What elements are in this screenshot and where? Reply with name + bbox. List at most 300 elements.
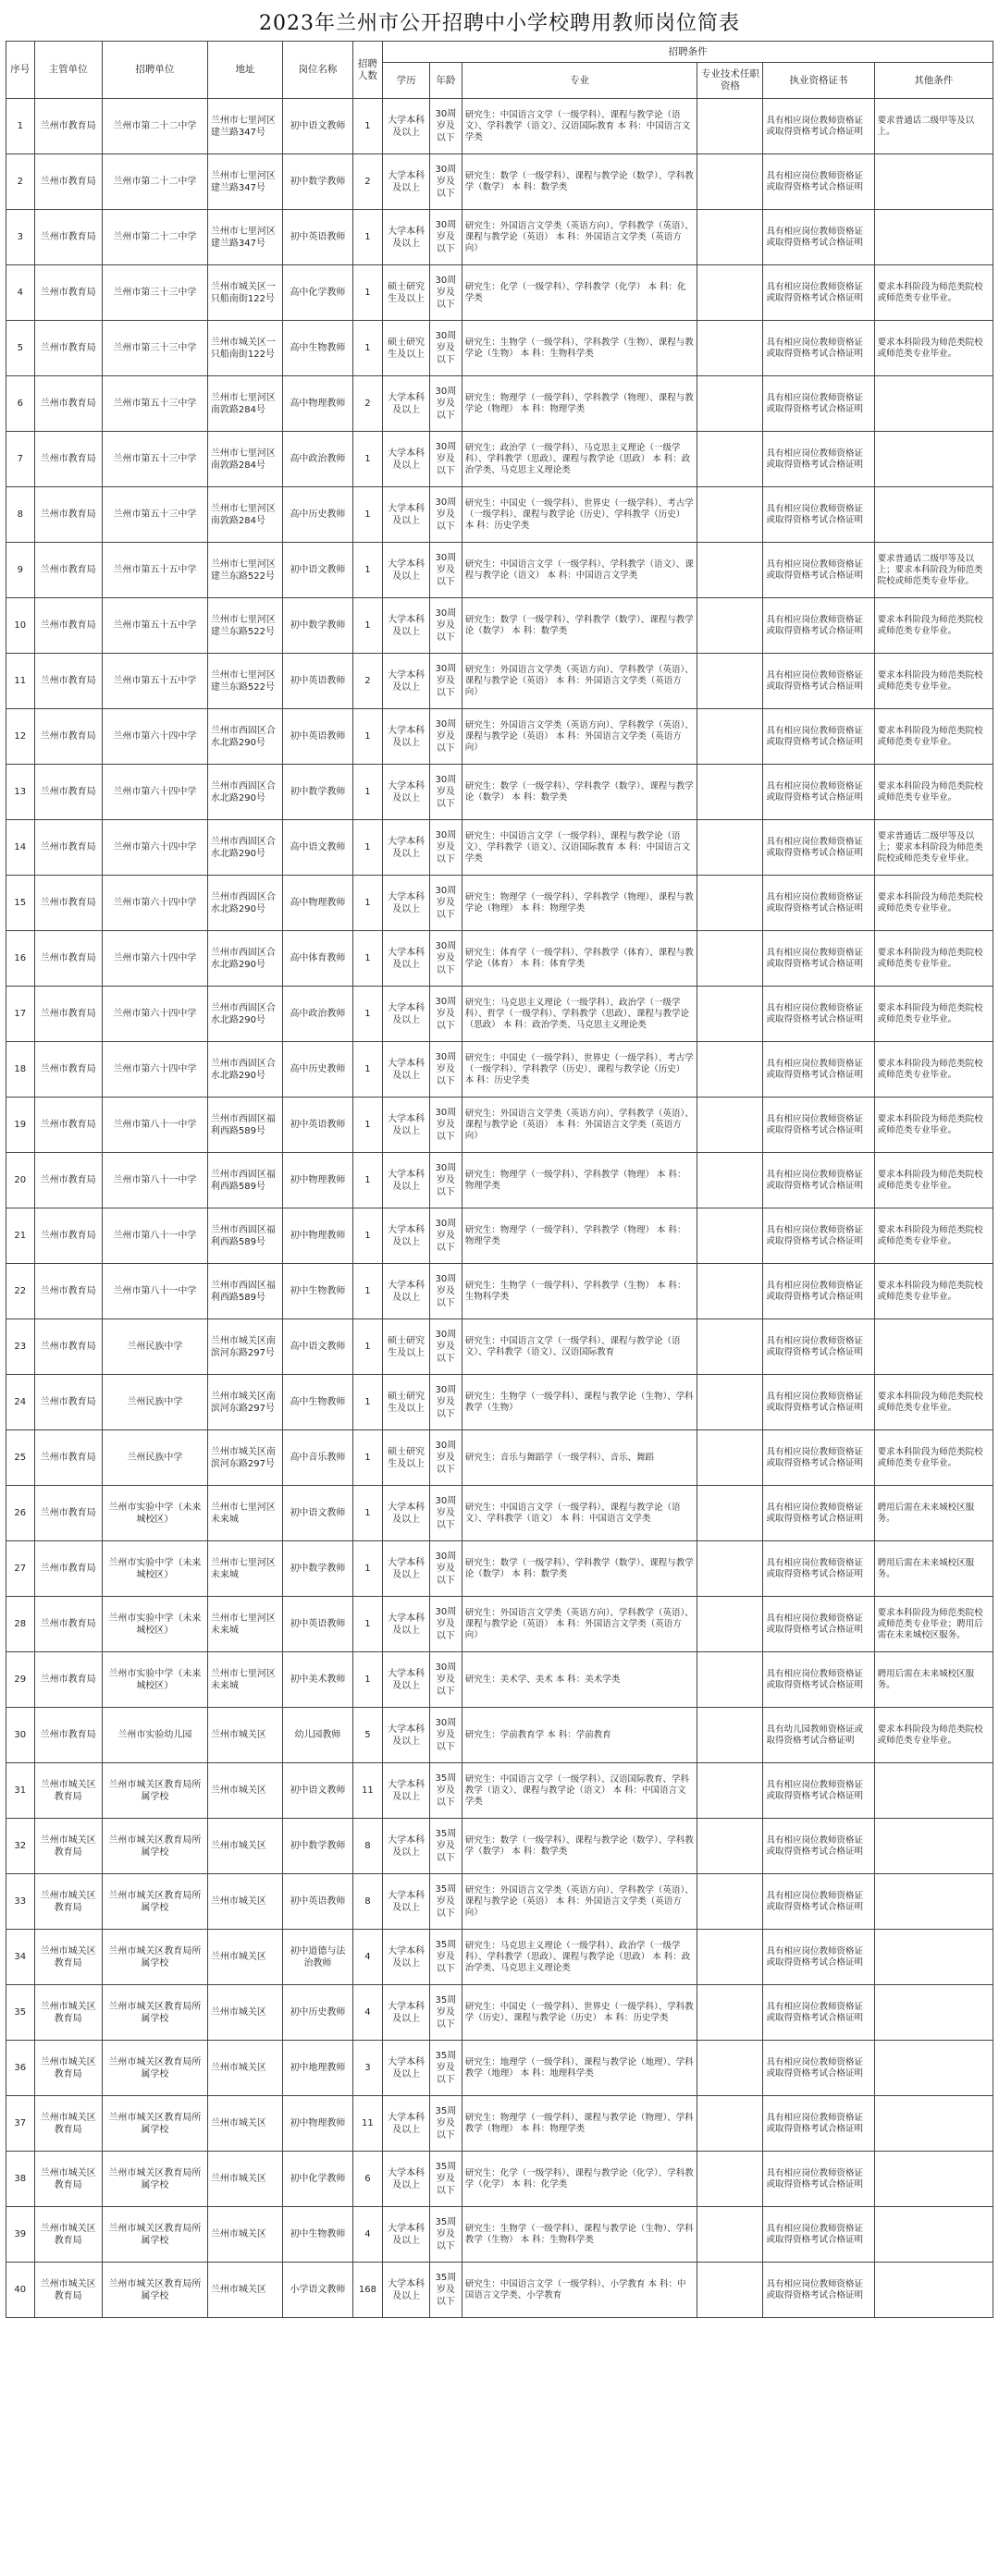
cell-other: [874, 1763, 993, 1819]
cell-addr: 兰州市七里河区南敦路284号: [207, 432, 282, 487]
cell-age: 30周岁及以下: [430, 820, 462, 876]
cell-count: 6: [352, 2152, 383, 2207]
cell-age: 30周岁及以下: [430, 210, 462, 265]
cell-dept: 兰州市教育局: [34, 1264, 102, 1319]
cell-dept: 兰州市城关区教育局: [34, 1874, 102, 1930]
cell-tech: [697, 2207, 763, 2263]
cell-cert: 具有相应岗位教师资格证或取得资格考试合格证明: [763, 99, 874, 154]
table-row: [6, 1098, 993, 1153]
cell-major: 研究生：外国语言文学类（英语方向）、学科教学（英语）、课程与教学论（英语） 本 科：外国语言文学类（英语方向）: [462, 1098, 697, 1153]
cell-post: 初中语文教师: [283, 543, 352, 598]
cell-edu: 大学本科及以上: [383, 543, 430, 598]
cell-other: [874, 2152, 993, 2207]
cell-seq: 12: [6, 709, 35, 765]
cell-seq: 17: [6, 987, 35, 1042]
cell-tech: [697, 1098, 763, 1153]
header-cert: 执业资格证书: [763, 63, 874, 99]
cell-age: 30周岁及以下: [430, 709, 462, 765]
cell-count: 3: [352, 2041, 383, 2096]
cell-seq: 33: [6, 1874, 35, 1930]
header-conditions: 招聘条件: [383, 42, 993, 63]
cell-dept: 兰州市教育局: [34, 1042, 102, 1098]
cell-major: 研究生：中国语言文学（一级学科）、课程与教学论（语文）、学科教学（语文）、汉语国际教育 本 科：中国语言文学类: [462, 820, 697, 876]
cell-unit: 兰州市城关区教育局所属学校: [102, 1874, 207, 1930]
cell-tech: [697, 765, 763, 820]
cell-other: [874, 487, 993, 543]
cell-dept: 兰州市教育局: [34, 820, 102, 876]
cell-age: 30周岁及以下: [430, 1486, 462, 1541]
cell-seq: 24: [6, 1375, 35, 1430]
header-dept: 主管单位: [34, 42, 102, 99]
cell-unit: 兰州市实验中学（未来城校区）: [102, 1486, 207, 1541]
cell-major: 研究生：数学（一级学科）、学科教学（数学）、课程与教学论（数学） 本 科：数学类: [462, 598, 697, 654]
cell-other: [874, 376, 993, 432]
cell-other: [874, 210, 993, 265]
cell-tech: [697, 2152, 763, 2207]
table-row: [6, 154, 993, 210]
header-count: 招聘人数: [352, 42, 383, 99]
cell-cert: 具有相应岗位教师资格证或取得资格考试合格证明: [763, 1264, 874, 1319]
table-row: [6, 265, 993, 321]
table-row: [6, 987, 993, 1042]
table-row: [6, 376, 993, 432]
cell-cert: 具有相应岗位教师资格证或取得资格考试合格证明: [763, 2041, 874, 2096]
cell-edu: 大学本科及以上: [383, 1486, 430, 1541]
cell-seq: 37: [6, 2096, 35, 2152]
cell-unit: 兰州市城关区教育局所属学校: [102, 2152, 207, 2207]
cell-major: 研究生：地理学（一级学科）、课程与教学论（地理）、学科教学（地理） 本 科：地理科学类: [462, 2041, 697, 2096]
cell-count: 1: [352, 487, 383, 543]
cell-edu: 大学本科及以上: [383, 1153, 430, 1208]
cell-major: 研究生：中国史（一级学科）、世界史（一级学科）、学科教学（历史）、课程与教学论（历史） 本 科：历史学类: [462, 1985, 697, 2041]
cell-age: 30周岁及以下: [430, 765, 462, 820]
cell-count: 1: [352, 709, 383, 765]
cell-tech: [697, 432, 763, 487]
cell-age: 30周岁及以下: [430, 487, 462, 543]
cell-major: 研究生：物理学（一级学科）、学科教学（物理） 本 科：物理学类: [462, 1153, 697, 1208]
cell-post: 初中英语教师: [283, 1098, 352, 1153]
cell-count: 2: [352, 376, 383, 432]
cell-addr: 兰州市城关区: [207, 1930, 282, 1985]
cell-post: 初中历史教师: [283, 1985, 352, 2041]
cell-edu: 大学本科及以上: [383, 376, 430, 432]
cell-age: 35周岁及以下: [430, 1763, 462, 1819]
cell-unit: 兰州市第八十一中学: [102, 1153, 207, 1208]
cell-cert: 具有相应岗位教师资格证或取得资格考试合格证明: [763, 321, 874, 376]
cell-age: 35周岁及以下: [430, 1930, 462, 1985]
table-row: [6, 432, 993, 487]
cell-tech: [697, 820, 763, 876]
cell-unit: 兰州市城关区教育局所属学校: [102, 2263, 207, 2318]
cell-addr: 兰州市城关区南滨河东路297号: [207, 1430, 282, 1486]
cell-tech: [697, 1652, 763, 1708]
cell-addr: 兰州市七里河区建兰路347号: [207, 99, 282, 154]
cell-dept: 兰州市教育局: [34, 1208, 102, 1264]
cell-count: 1: [352, 876, 383, 931]
cell-other: 要求本科阶段为师范类院校或师范类专业毕业。: [874, 709, 993, 765]
cell-addr: 兰州市城关区: [207, 1819, 282, 1874]
cell-tech: [697, 1708, 763, 1763]
cell-edu: 大学本科及以上: [383, 1930, 430, 1985]
cell-tech: [697, 931, 763, 987]
cell-age: 30周岁及以下: [430, 543, 462, 598]
cell-edu: 大学本科及以上: [383, 1098, 430, 1153]
cell-seq: 16: [6, 931, 35, 987]
cell-cert: 具有幼儿园教师资格证或取得资格考试合格证明: [763, 1708, 874, 1763]
header-other: 其他条件: [874, 63, 993, 99]
cell-dept: 兰州市教育局: [34, 598, 102, 654]
table-row: [6, 1597, 993, 1652]
cell-seq: 29: [6, 1652, 35, 1708]
cell-count: 4: [352, 2207, 383, 2263]
cell-other: 要求本科阶段为师范类院校或师范类专业毕业。: [874, 1042, 993, 1098]
cell-edu: 大学本科及以上: [383, 1264, 430, 1319]
cell-edu: 硕士研究生及以上: [383, 1319, 430, 1375]
cell-major: 研究生：中国史（一级学科）、世界史（一级学科）、考古学（一级学科）、课程与教学论（历史）、学科教学（历史） 本 科：历史学类: [462, 487, 697, 543]
cell-post: 初中数学教师: [283, 598, 352, 654]
table-row: [6, 1819, 993, 1874]
cell-seq: 10: [6, 598, 35, 654]
cell-tech: [697, 2096, 763, 2152]
cell-addr: 兰州市西固区福利西路589号: [207, 1264, 282, 1319]
cell-addr: 兰州市城关区: [207, 2207, 282, 2263]
cell-cert: 具有相应岗位教师资格证或取得资格考试合格证明: [763, 432, 874, 487]
cell-cert: 具有相应岗位教师资格证或取得资格考试合格证明: [763, 1153, 874, 1208]
cell-other: [874, 1819, 993, 1874]
cell-tech: [697, 876, 763, 931]
cell-count: 168: [352, 2263, 383, 2318]
cell-tech: [697, 543, 763, 598]
cell-seq: 26: [6, 1486, 35, 1541]
table-row: [6, 1930, 993, 1985]
cell-major: 研究生：政治学（一级学科）、马克思主义理论（一级学科）、学科教学（思政）、课程与教学论（思政） 本 科：政治学类、马克思主义理论类: [462, 432, 697, 487]
cell-other: [874, 2263, 993, 2318]
cell-seq: 34: [6, 1930, 35, 1985]
table-body: [6, 99, 993, 2318]
cell-post: 初中英语教师: [283, 654, 352, 709]
cell-unit: 兰州市城关区教育局所属学校: [102, 2041, 207, 2096]
cell-count: 1: [352, 987, 383, 1042]
cell-dept: 兰州市教育局: [34, 1708, 102, 1763]
cell-dept: 兰州市城关区教育局: [34, 1985, 102, 2041]
cell-post: 初中数学教师: [283, 1819, 352, 1874]
cell-edu: 大学本科及以上: [383, 99, 430, 154]
cell-cert: 具有相应岗位教师资格证或取得资格考试合格证明: [763, 1597, 874, 1652]
cell-seq: 21: [6, 1208, 35, 1264]
table-row: [6, 1652, 993, 1708]
cell-age: 35周岁及以下: [430, 1985, 462, 2041]
cell-count: 1: [352, 1375, 383, 1430]
cell-other: 要求普通话二级甲等及以上；要求本科阶段为师范类院校或师范类专业毕业。: [874, 543, 993, 598]
cell-seq: 4: [6, 265, 35, 321]
cell-edu: 硕士研究生及以上: [383, 1430, 430, 1486]
cell-dept: 兰州市教育局: [34, 1486, 102, 1541]
cell-cert: 具有相应岗位教师资格证或取得资格考试合格证明: [763, 2207, 874, 2263]
cell-major: 研究生：中国史（一级学科）、世界史（一级学科）、考古学（一级学科）、学科教学（历史）、课程与教学论（历史） 本 科：历史学类: [462, 1042, 697, 1098]
cell-major: 研究生：数学（一级学科）、学科教学（数学）、课程与教学论（数学） 本 科：数学类: [462, 765, 697, 820]
cell-post: 初中英语教师: [283, 1874, 352, 1930]
cell-dept: 兰州市教育局: [34, 987, 102, 1042]
cell-cert: 具有相应岗位教师资格证或取得资格考试合格证明: [763, 765, 874, 820]
cell-seq: 11: [6, 654, 35, 709]
table-row: [6, 876, 993, 931]
cell-unit: 兰州市城关区教育局所属学校: [102, 1763, 207, 1819]
table-row: [6, 1430, 993, 1486]
cell-dept: 兰州市教育局: [34, 1153, 102, 1208]
cell-dept: 兰州市城关区教育局: [34, 2096, 102, 2152]
cell-dept: 兰州市城关区教育局: [34, 2263, 102, 2318]
cell-major: 研究生：数学（一级学科）、课程与教学论（数学）、学科教学（数学） 本 科：数学类: [462, 1819, 697, 1874]
table-row: [6, 1264, 993, 1319]
cell-count: 1: [352, 820, 383, 876]
cell-seq: 15: [6, 876, 35, 931]
cell-addr: 兰州市西固区福利西路589号: [207, 1098, 282, 1153]
table-row: [6, 99, 993, 154]
cell-seq: 27: [6, 1541, 35, 1597]
cell-count: 5: [352, 1708, 383, 1763]
cell-dept: 兰州市教育局: [34, 154, 102, 210]
cell-tech: [697, 1597, 763, 1652]
cell-unit: 兰州市城关区教育局所属学校: [102, 2207, 207, 2263]
cell-age: 30周岁及以下: [430, 1375, 462, 1430]
cell-major: 研究生：外国语言文学类（英语方向）、学科教学（英语）、课程与教学论（英语） 本 科：外国语言文学类（英语方向）: [462, 1874, 697, 1930]
cell-major: 研究生：化学（一级学科）、学科教学（化学） 本 科：化学类: [462, 265, 697, 321]
cell-edu: 大学本科及以上: [383, 1597, 430, 1652]
cell-other: 要求本科阶段为师范类院校或师范类专业毕业。: [874, 1430, 993, 1486]
cell-post: 初中道德与法治教师: [283, 1930, 352, 1985]
cell-count: 1: [352, 598, 383, 654]
cell-other: 要求本科阶段为师范类院校或师范类专业毕业。: [874, 1264, 993, 1319]
cell-addr: 兰州市西固区合水北路290号: [207, 987, 282, 1042]
cell-other: 要求本科阶段为师范类院校或师范类专业毕业。: [874, 1375, 993, 1430]
cell-unit: 兰州市第五十五中学: [102, 543, 207, 598]
cell-unit: 兰州市实验中学（未来城校区）: [102, 1541, 207, 1597]
cell-unit: 兰州市第五十三中学: [102, 487, 207, 543]
cell-age: 30周岁及以下: [430, 1652, 462, 1708]
cell-seq: 1: [6, 99, 35, 154]
cell-addr: 兰州市西固区福利西路589号: [207, 1208, 282, 1264]
cell-cert: 具有相应岗位教师资格证或取得资格考试合格证明: [763, 1541, 874, 1597]
cell-dept: 兰州市教育局: [34, 765, 102, 820]
cell-other: [874, 1985, 993, 2041]
cell-other: 要求本科阶段为师范类院校或师范类专业毕业。: [874, 265, 993, 321]
cell-edu: 大学本科及以上: [383, 1874, 430, 1930]
cell-tech: [697, 1819, 763, 1874]
cell-addr: 兰州市七里河区未来城: [207, 1541, 282, 1597]
cell-tech: [697, 598, 763, 654]
cell-count: 1: [352, 543, 383, 598]
cell-edu: 大学本科及以上: [383, 1208, 430, 1264]
header-post: 岗位名称: [283, 42, 352, 99]
cell-edu: 大学本科及以上: [383, 598, 430, 654]
cell-cert: 具有相应岗位教师资格证或取得资格考试合格证明: [763, 1819, 874, 1874]
cell-tech: [697, 1264, 763, 1319]
cell-age: 30周岁及以下: [430, 876, 462, 931]
cell-edu: 大学本科及以上: [383, 1652, 430, 1708]
cell-post: 高中政治教师: [283, 987, 352, 1042]
cell-seq: 18: [6, 1042, 35, 1098]
cell-tech: [697, 154, 763, 210]
cell-edu: 大学本科及以上: [383, 2207, 430, 2263]
cell-unit: 兰州民族中学: [102, 1375, 207, 1430]
table-row: [6, 654, 993, 709]
cell-count: 1: [352, 99, 383, 154]
cell-age: 30周岁及以下: [430, 1430, 462, 1486]
cell-other: [874, 2207, 993, 2263]
cell-post: 初中地理教师: [283, 2041, 352, 2096]
cell-unit: 兰州市城关区教育局所属学校: [102, 1819, 207, 1874]
cell-edu: 大学本科及以上: [383, 1708, 430, 1763]
cell-tech: [697, 654, 763, 709]
cell-unit: 兰州市第三十三中学: [102, 321, 207, 376]
cell-unit: 兰州市第八十一中学: [102, 1098, 207, 1153]
cell-cert: 具有相应岗位教师资格证或取得资格考试合格证明: [763, 2096, 874, 2152]
cell-age: 35周岁及以下: [430, 2207, 462, 2263]
cell-addr: 兰州市城关区: [207, 2096, 282, 2152]
table-row: [6, 1153, 993, 1208]
cell-dept: 兰州市教育局: [34, 1652, 102, 1708]
cell-post: 幼儿园教师: [283, 1708, 352, 1763]
cell-post: 初中英语教师: [283, 709, 352, 765]
cell-dept: 兰州市教育局: [34, 265, 102, 321]
cell-other: [874, 154, 993, 210]
cell-major: 研究生：学前教育学 本 科：学前教育: [462, 1708, 697, 1763]
table-row: [6, 2152, 993, 2207]
cell-dept: 兰州市城关区教育局: [34, 1763, 102, 1819]
cell-dept: 兰州市教育局: [34, 1430, 102, 1486]
cell-dept: 兰州市教育局: [34, 709, 102, 765]
cell-cert: 具有相应岗位教师资格证或取得资格考试合格证明: [763, 987, 874, 1042]
cell-tech: [697, 1208, 763, 1264]
cell-tech: [697, 1874, 763, 1930]
page-title: 2023年兰州市公开招聘中小学校聘用教师岗位简表: [259, 12, 740, 35]
cell-cert: 具有相应岗位教师资格证或取得资格考试合格证明: [763, 154, 874, 210]
table-row: [6, 709, 993, 765]
cell-count: 1: [352, 1652, 383, 1708]
cell-other: [874, 1874, 993, 1930]
cell-seq: 36: [6, 2041, 35, 2096]
cell-addr: 兰州市西固区合水北路290号: [207, 1042, 282, 1098]
cell-edu: 大学本科及以上: [383, 765, 430, 820]
cell-age: 30周岁及以下: [430, 1597, 462, 1652]
cell-major: 研究生：马克思主义理论（一级学科）、政治学（一级学科）、哲学（一级学科）、学科教学（思政）、课程与教学论（思政） 本 科：政治学类、马克思主义理论类: [462, 987, 697, 1042]
cell-unit: 兰州市第二十二中学: [102, 99, 207, 154]
cell-seq: 20: [6, 1153, 35, 1208]
cell-major: 研究生：生物学（一级学科）、课程与教学论（生物）、学科教学（生物）: [462, 1375, 697, 1430]
cell-dept: 兰州市教育局: [34, 487, 102, 543]
cell-tech: [697, 1430, 763, 1486]
cell-tech: [697, 2263, 763, 2318]
cell-unit: 兰州市第六十四中学: [102, 987, 207, 1042]
cell-other: 要求本科阶段为师范类院校或师范类专业毕业；聘用后需在未来城校区服务。: [874, 1597, 993, 1652]
cell-post: 初中英语教师: [283, 1597, 352, 1652]
cell-post: 高中音乐教师: [283, 1430, 352, 1486]
cell-post: 高中生物教师: [283, 321, 352, 376]
cell-dept: 兰州市教育局: [34, 432, 102, 487]
cell-edu: 硕士研究生及以上: [383, 321, 430, 376]
cell-cert: 具有相应岗位教师资格证或取得资格考试合格证明: [763, 487, 874, 543]
cell-seq: 38: [6, 2152, 35, 2207]
cell-unit: 兰州市实验中学（未来城校区）: [102, 1597, 207, 1652]
cell-count: 1: [352, 765, 383, 820]
table-row: [6, 1985, 993, 2041]
cell-post: 初中生物教师: [283, 1264, 352, 1319]
table-header: [6, 42, 993, 99]
cell-addr: 兰州市七里河区建兰东路522号: [207, 598, 282, 654]
cell-count: 1: [352, 931, 383, 987]
cell-seq: 30: [6, 1708, 35, 1763]
cell-count: 1: [352, 432, 383, 487]
table-row: [6, 1874, 993, 1930]
cell-seq: 25: [6, 1430, 35, 1486]
cell-count: 1: [352, 1208, 383, 1264]
cell-addr: 兰州市城关区南滨河东路297号: [207, 1319, 282, 1375]
cell-addr: 兰州市西固区合水北路290号: [207, 876, 282, 931]
cell-addr: 兰州市七里河区未来城: [207, 1597, 282, 1652]
cell-post: 初中物理教师: [283, 1153, 352, 1208]
cell-dept: 兰州市教育局: [34, 1319, 102, 1375]
cell-cert: 具有相应岗位教师资格证或取得资格考试合格证明: [763, 543, 874, 598]
cell-cert: 具有相应岗位教师资格证或取得资格考试合格证明: [763, 1098, 874, 1153]
cell-other: 聘用后需在未来城校区服务。: [874, 1541, 993, 1597]
table-row: [6, 321, 993, 376]
cell-edu: 大学本科及以上: [383, 2152, 430, 2207]
cell-count: 1: [352, 210, 383, 265]
cell-count: 1: [352, 321, 383, 376]
cell-dept: 兰州市教育局: [34, 654, 102, 709]
cell-dept: 兰州市城关区教育局: [34, 2041, 102, 2096]
cell-post: 初中数学教师: [283, 1541, 352, 1597]
cell-edu: 大学本科及以上: [383, 1541, 430, 1597]
cell-post: 初中语文教师: [283, 99, 352, 154]
cell-count: 2: [352, 654, 383, 709]
cell-other: 要求本科阶段为师范类院校或师范类专业毕业。: [874, 987, 993, 1042]
cell-count: 1: [352, 1541, 383, 1597]
cell-edu: 大学本科及以上: [383, 820, 430, 876]
cell-edu: 大学本科及以上: [383, 432, 430, 487]
cell-major: 研究生：物理学（一级学科）、课程与教学论（物理）、学科教学（物理） 本 科：物理学类: [462, 2096, 697, 2152]
cell-cert: 具有相应岗位教师资格证或取得资格考试合格证明: [763, 210, 874, 265]
cell-dept: 兰州市教育局: [34, 321, 102, 376]
cell-addr: 兰州市西固区福利西路589号: [207, 1153, 282, 1208]
cell-cert: 具有相应岗位教师资格证或取得资格考试合格证明: [763, 1042, 874, 1098]
cell-age: 30周岁及以下: [430, 1541, 462, 1597]
table-row: [6, 1375, 993, 1430]
table-row: [6, 1541, 993, 1597]
cell-cert: 具有相应岗位教师资格证或取得资格考试合格证明: [763, 1652, 874, 1708]
cell-unit: 兰州民族中学: [102, 1319, 207, 1375]
cell-post: 高中生物教师: [283, 1375, 352, 1430]
cell-edu: 大学本科及以上: [383, 2263, 430, 2318]
header-addr: 地址: [207, 42, 282, 99]
table-row: [6, 598, 993, 654]
cell-addr: 兰州市七里河区南敦路284号: [207, 376, 282, 432]
cell-post: 初中物理教师: [283, 1208, 352, 1264]
header-edu: 学历: [383, 63, 430, 99]
cell-post: 小学语文教师: [283, 2263, 352, 2318]
cell-count: 4: [352, 1985, 383, 2041]
cell-post: 高中历史教师: [283, 1042, 352, 1098]
cell-edu: 硕士研究生及以上: [383, 1375, 430, 1430]
cell-post: 高中历史教师: [283, 487, 352, 543]
table-row: [6, 820, 993, 876]
cell-unit: 兰州市第六十四中学: [102, 1042, 207, 1098]
cell-dept: 兰州市教育局: [34, 1375, 102, 1430]
header-tech: 专业技术任职资格: [697, 63, 763, 99]
cell-unit: 兰州市第六十四中学: [102, 931, 207, 987]
cell-seq: 14: [6, 820, 35, 876]
cell-unit: 兰州市第五十五中学: [102, 598, 207, 654]
